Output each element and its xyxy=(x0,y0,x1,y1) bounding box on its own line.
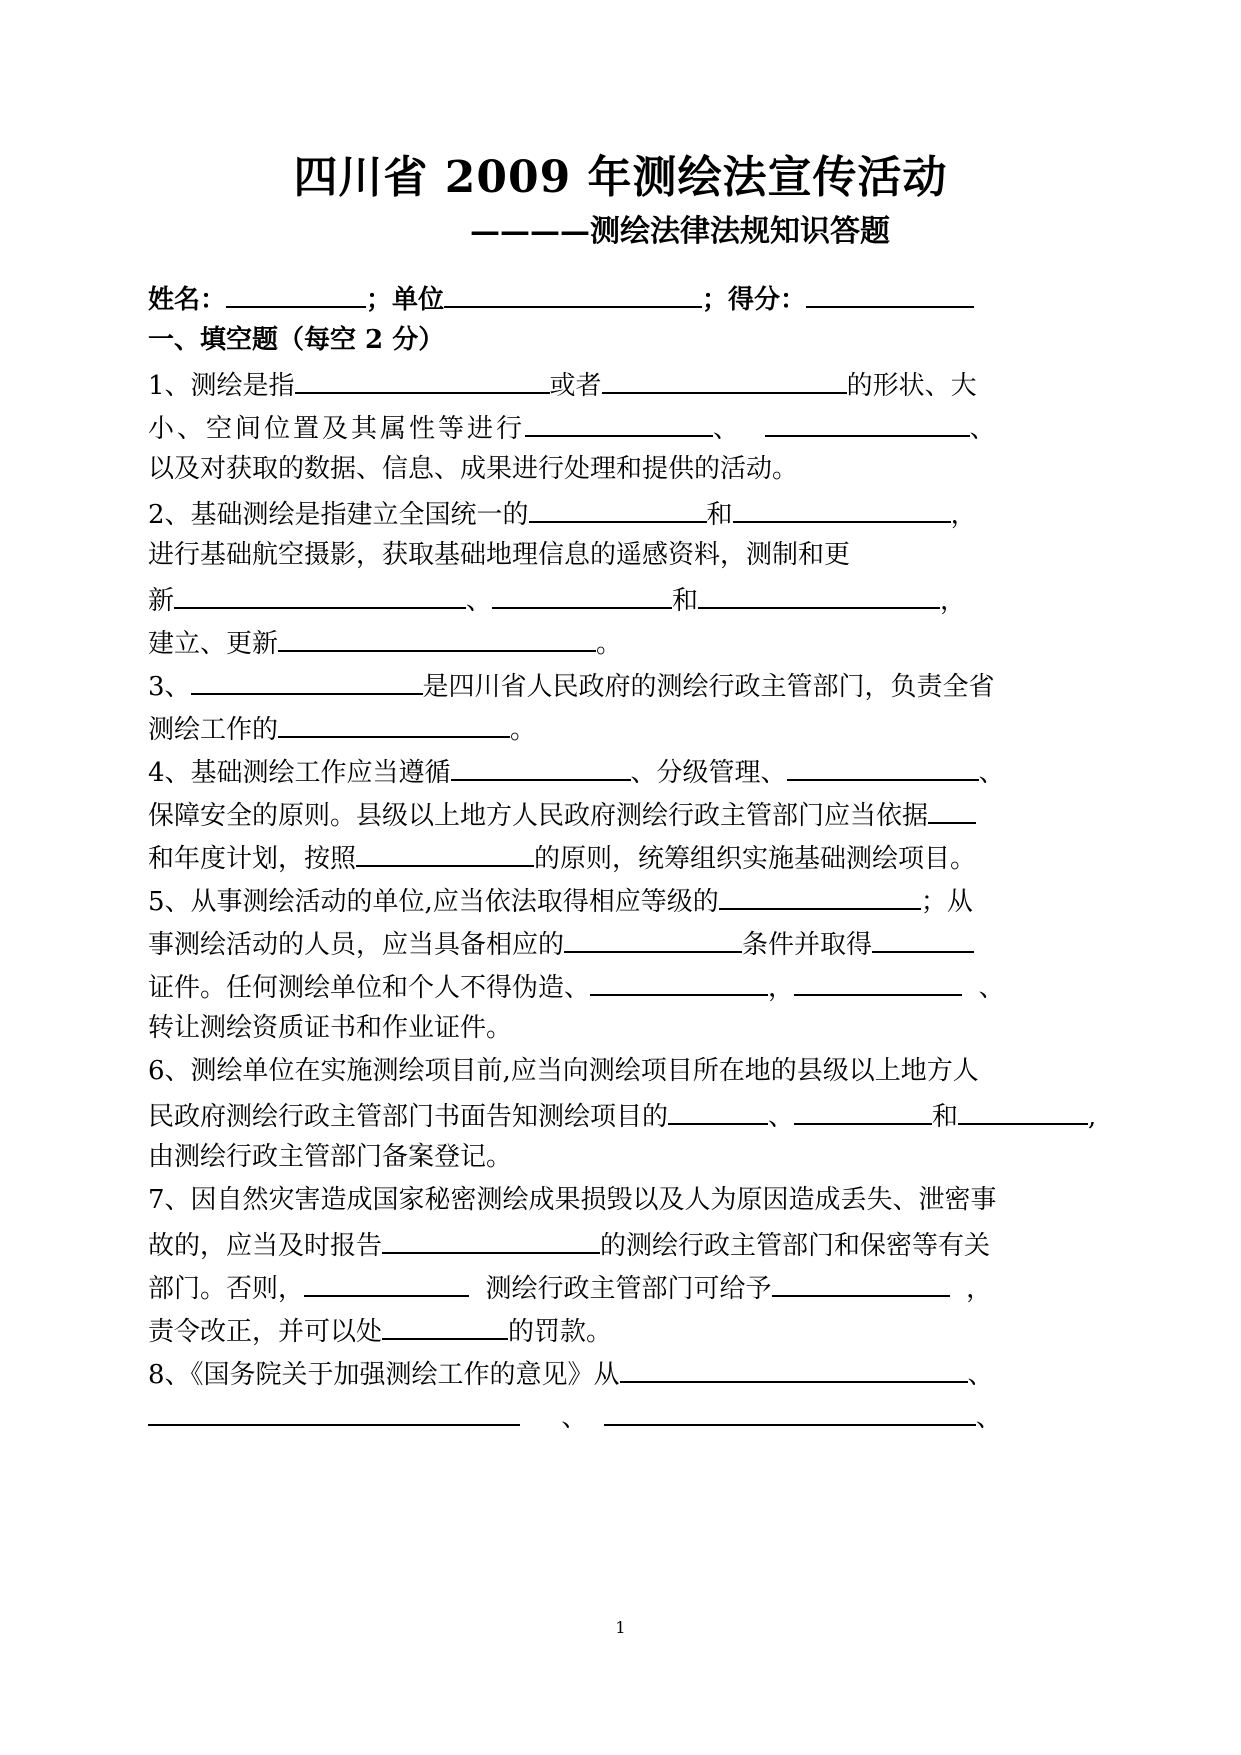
q5-line-2 xyxy=(148,925,974,962)
q7-text: 故的，应当及时报告 xyxy=(148,1231,383,1261)
page-number: 1 xyxy=(615,1618,626,1637)
q7-line-4 xyxy=(148,1312,612,1349)
q6-text: 和 xyxy=(932,1102,959,1132)
q1-blank-1[interactable] xyxy=(295,366,550,394)
section-title: 一、填空题（每空 2 分） xyxy=(148,325,445,355)
q2-text: 和 xyxy=(706,500,733,530)
q5-blank-5[interactable] xyxy=(794,968,962,996)
q5-line-1 xyxy=(148,882,973,919)
q2-text: 。 xyxy=(596,629,623,659)
document-title: 四川省 2009 年测绘法宣传活动 xyxy=(293,152,948,203)
q8-blank-1[interactable] xyxy=(620,1355,968,1383)
q6-blank-1[interactable] xyxy=(668,1097,768,1125)
q5-text: 5、从事测绘活动的单位,应当依法取得相应等级的 xyxy=(148,887,719,917)
q3-blank-2[interactable] xyxy=(278,710,510,738)
q4-text: 4、基础测绘工作应当遵循 xyxy=(148,758,451,788)
header-line xyxy=(148,280,974,317)
q7-text: 责令改正，并可以处 xyxy=(148,1317,383,1347)
q4-blank-4[interactable] xyxy=(356,839,534,867)
q2-text: 和 xyxy=(672,586,699,616)
q2-line-3 xyxy=(148,581,966,618)
q7-line-3 xyxy=(148,1269,992,1306)
q7-line-1: 7、因自然灾害造成国家秘密测绘成果损毁以及人为原因造成丢失、泄密事 xyxy=(148,1185,997,1215)
q6-line-3: 由测绘行政主管部门备案登记。 xyxy=(148,1142,513,1172)
q2-text: 、 xyxy=(466,586,493,616)
q6-blank-2[interactable] xyxy=(794,1097,932,1125)
q1-text: 小、空间位置及其属性等进行 xyxy=(148,414,526,444)
q1-text: 1、测绘是指 xyxy=(148,371,295,401)
q7-text: 的测绘行政主管部门和保密等有关 xyxy=(600,1231,991,1261)
q2-blank-5[interactable] xyxy=(698,581,940,609)
q3-text: 。 xyxy=(510,715,537,745)
q8-text: 8、《国务院关于加强测绘工作的意见》从 xyxy=(148,1360,620,1390)
q3-text: 测绘工作的 xyxy=(148,715,279,745)
q8-text: 、 xyxy=(967,1360,994,1390)
q4-text: 、 xyxy=(978,758,1005,788)
q5-text: 证件。任何测绘单位和个人不得伪造、 xyxy=(148,973,591,1003)
q1-line-2 xyxy=(148,409,999,446)
name-field[interactable] xyxy=(226,280,366,308)
q6-blank-3[interactable] xyxy=(958,1097,1088,1125)
q5-text: ， xyxy=(768,973,795,1003)
q7-text: ， xyxy=(966,1274,993,1304)
q6-line-2 xyxy=(148,1097,1096,1134)
q8-blank-3[interactable] xyxy=(604,1398,976,1426)
q5-text: ；从 xyxy=(920,887,973,917)
q3-text: 是四川省人民政府的测绘行政主管部门，负责全省 xyxy=(422,672,995,702)
q4-blank-2[interactable] xyxy=(787,753,979,781)
q1-line-1 xyxy=(148,366,977,403)
q2-text: 建立、更新 xyxy=(148,629,279,659)
q1-blank-4[interactable] xyxy=(765,409,970,437)
q2-blank-3[interactable] xyxy=(174,581,466,609)
q8-blank-2[interactable] xyxy=(148,1398,520,1426)
q6-text: 、 xyxy=(768,1102,795,1132)
q5-blank-1[interactable] xyxy=(719,882,921,910)
q7-line-2 xyxy=(148,1226,990,1263)
q4-blank-3[interactable] xyxy=(928,796,976,824)
q7-text: 测绘行政主管部门可给予 xyxy=(485,1274,772,1304)
unit-field[interactable] xyxy=(444,280,702,308)
q7-blank-1[interactable] xyxy=(382,1226,600,1254)
q2-line-2: 进行基础航空摄影，获取基础地理信息的遥感资料，测制和更 xyxy=(148,540,851,570)
q1-text: 的形状、大 xyxy=(846,371,977,401)
q3-line-2 xyxy=(148,710,536,747)
q3-text: 3、 xyxy=(148,672,191,702)
q4-line-3 xyxy=(148,839,976,876)
q6-text: , xyxy=(1088,1102,1097,1132)
unit-label: ；单位 xyxy=(366,285,445,315)
document-subtitle: ————测绘法律法规知识答题 xyxy=(470,214,890,249)
q8-line-1 xyxy=(148,1355,994,1392)
q7-text: 部门。否则， xyxy=(148,1274,305,1304)
name-label: 姓名： xyxy=(148,285,227,315)
q1-text: 、 xyxy=(969,414,999,444)
q4-line-2 xyxy=(148,796,976,833)
q2-blank-4[interactable] xyxy=(492,581,672,609)
q7-text: 的罚款。 xyxy=(508,1317,613,1347)
q6-text: 民政府测绘行政主管部门书面告知测绘项目的 xyxy=(148,1102,669,1132)
q2-text: ， xyxy=(950,500,977,530)
q8-line-2 xyxy=(148,1398,1002,1435)
q1-blank-2[interactable] xyxy=(602,366,847,394)
q5-line-4: 转让测绘资质证书和作业证件。 xyxy=(148,1013,513,1043)
q1-text: 、 xyxy=(713,414,743,444)
q2-text: 新 xyxy=(148,586,175,616)
q6-line-1: 6、测绘单位在实施测绘项目前,应当向测绘项目所在地的县级以上地方人 xyxy=(148,1056,979,1086)
q4-text: 的原则，统筹组织实施基础测绘项目。 xyxy=(534,844,977,874)
q5-blank-2[interactable] xyxy=(564,925,742,953)
score-field[interactable] xyxy=(806,280,974,308)
q1-blank-3[interactable] xyxy=(525,409,713,437)
q2-line-4 xyxy=(148,624,622,661)
q4-text: 保障安全的原则。县级以上地方人民政府测绘行政主管部门应当依据 xyxy=(148,801,929,831)
score-label: ；得分： xyxy=(702,285,807,315)
q7-blank-2[interactable] xyxy=(304,1269,469,1297)
q7-blank-3[interactable] xyxy=(772,1269,950,1297)
q5-text: 、 xyxy=(978,973,1005,1003)
q3-blank-1[interactable] xyxy=(191,667,423,695)
q4-blank-1[interactable] xyxy=(451,753,631,781)
q5-line-3 xyxy=(148,968,1005,1005)
q7-blank-4[interactable] xyxy=(382,1312,508,1340)
q4-line-1 xyxy=(148,753,1005,790)
q1-text: 或者 xyxy=(549,371,602,401)
q4-text: 和年度计划，按照 xyxy=(148,844,357,874)
q2-text: ， xyxy=(940,586,967,616)
q1-line-3: 以及对获取的数据、信息、成果进行处理和提供的活动。 xyxy=(148,454,799,484)
q5-text: 事测绘活动的人员，应当具备相应的 xyxy=(148,930,565,960)
q2-blank-1[interactable] xyxy=(529,495,707,523)
q2-blank-2[interactable] xyxy=(733,495,951,523)
q2-blank-6[interactable] xyxy=(278,624,596,652)
q5-text: 条件并取得 xyxy=(742,930,873,960)
q8-text: 、 xyxy=(561,1403,588,1433)
q5-blank-3[interactable] xyxy=(872,925,974,953)
q2-line-1 xyxy=(148,495,977,532)
q8-text: 、 xyxy=(975,1403,1002,1433)
q5-blank-4[interactable] xyxy=(590,968,768,996)
q4-text: 、分级管理、 xyxy=(630,758,787,788)
q3-line-1 xyxy=(148,667,995,704)
q2-text: 2、基础测绘是指建立全国统一的 xyxy=(148,500,529,530)
